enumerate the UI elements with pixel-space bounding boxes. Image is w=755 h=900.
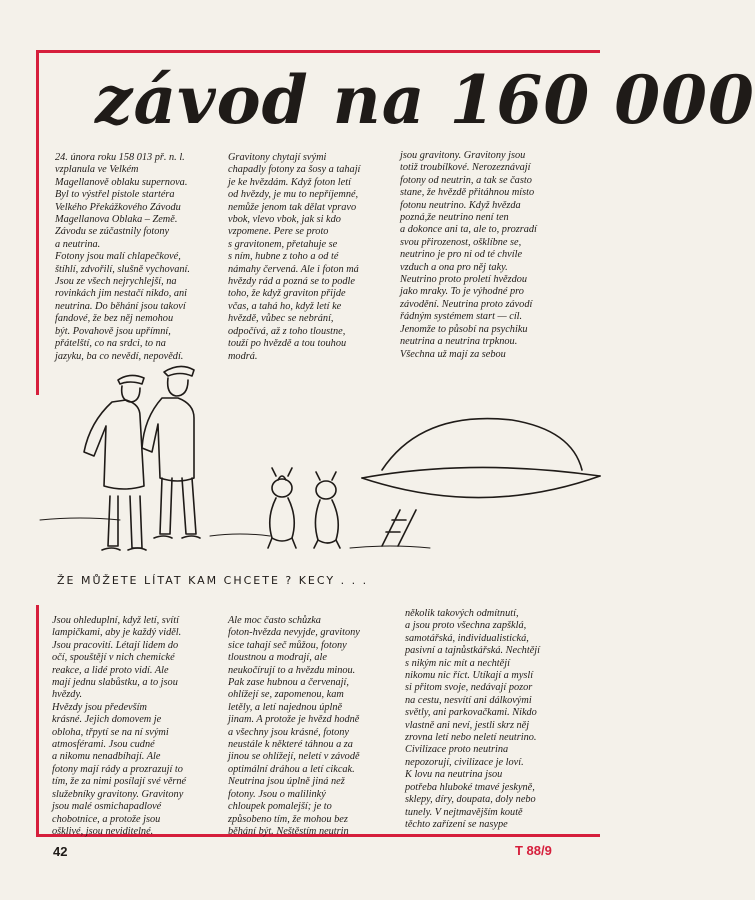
text-column-6: několik takových odmítnutí, a jsou proto všechna zapšklá, samotářská, individualistická, pasivní a tajnůstkářská. Nechtějí s nikým nic mít a nechtějí nikomu nic říct. Utíkají a myslí si přitom svoje, nedávají pozor na cestu, nesvítí ani dálkovými světly, ani parkovačkami. Nikdo vlastně ani neví, jestli skrz něj zrovna letí nebo neletí neutrino. Civilizace proto neutrina nepozorují, civilizace je loví. K lovu na neutrina jsou potřeba hluboké tmavé jeskyně, sklepy, díry, doupata, doly nebo tunely. V nejtmavějším koutě těchto zařízení se nasype (405, 608, 540, 830)
red-frame-left-lower (36, 605, 39, 837)
article-title: závod na 160 000 (95, 61, 755, 139)
cartoon-illustration (40, 360, 600, 570)
alien-right (314, 472, 340, 548)
alien-left (268, 468, 296, 548)
text-column-3: jsou gravitony. Gravitony jsou totiž troubílkové. Nerozeznávají fotony od neutrin, a tak se často stane, že hvězdě přitáhnou místo fotonu neutrino. Když hvězda pozná,že neutrino není ten a dokonce ani ta, ale to, prozradí svou přirozenost, ošklíbne se, neutrino je pro ni od té chvíle vzduch a ona pro něj taky. Neutrino proto proletí hvězdou jako mraky. To je výhodné pro závodění. Neutrina proto závodí řádným systémem start — cíl. Jenomže to působí na psychiku neutrina a neutrina trpknou. Všechna už mají za sebou (400, 150, 537, 360)
man-left (84, 375, 146, 550)
issue-label: T 88/9 (515, 843, 552, 858)
red-frame-left-upper (36, 50, 39, 395)
man-right (142, 366, 200, 538)
text-column-5: Ale moc často schůzka foton-hvězda nevyjde, gravitony sice tahají seč můžou, fotony tloustnou a modrají, ale neukočírují to a hvězdu minou. Pak zase hubnou a červenají, ohlížejí se, zapomenou, kam letěly, a letí najednou úplně jinam. A protože je hvězd hodně a všechny jsou krásné, fotony neustále k některé táhnou a za jinou se ohlížejí, neletí v závodě optimální dráhou a letí cikcak. Neutrina jsou úplně jiná než fotony. Jsou o malilinký chloupek pomalejší; je to způsobeno tím, že mohou bez běhání být. Neštěstím neutrin (228, 615, 360, 837)
flying-saucer (362, 419, 600, 546)
text-column-4: Jsou ohleduplní, když letí, svítí lampičkami, aby je každý viděl. Jsou pracovití. Létají lidem do očí, spouštějí v nich chemické reakce, a lidé proto vidí. Ale mají jednu slabůstku, a to jsou hvězdy. Hvězdy jsou především krásné. Jejich domovem je obloha, třpytí se na ní svými atmosférami. Jsou cudné a nikomu nenadbíhají. Ale fotony mají rády a prozrazují to tím, že za nimi posílají své věrné služebníky gravitony. Gravitony jsou malé osmichapadlové chobotnice, a protože jsou ošklivé, jsou neviditelné. (52, 615, 187, 837)
text-column-1: 24. února roku 158 013 př. n. l. vzplanula ve Velkém Magellanově oblaku supernova. Byl to výstřel pistole startéra Velkého Překážkového Závodu Magellanova Oblaka – Země. Závodu se zúčastnily fotony a neutrina. Fotony jsou malí chlapečkové, štíhlí, zdvořilí, slušně vychovaní. Jsou ze všech nejrychlejší, na rovinkách jim nestačí nikdo, ani neutrina. Do běhání jsou takoví fandové, že bez něj nemohou být. Povahově jsou upřímní, přátelští, co na srdci, to na jazyku, ba co nevědí, nepovědí. (55, 152, 190, 362)
page-number: 42 (53, 844, 68, 859)
text-column-2: Gravitony chytají svými chapadly fotony za šosy a tahají je ke hvězdám. Když foton letí od hvězdy, je mu to nepříjemné, nemůže jenom tak dělat vpravo vbok, vlevo vbok, jak si kdo vzpomene. Pere se proto s gravitonem, přetahuje se s ním, hubne z toho a od té námahy červená. Ale i foton má hvězdy rád a pozná se to podle toho, že když graviton přijde včas, a tahá ho, když letí ke hvězdě, vůbec se nebrání, odpočívá, až z toho tloustne, touží po hvězdě a tou touhou modrá. (228, 152, 361, 362)
cartoon-caption: ŽE MŮŽETE LÍTAT KAM CHCETE ? KECY . . . (57, 574, 369, 587)
